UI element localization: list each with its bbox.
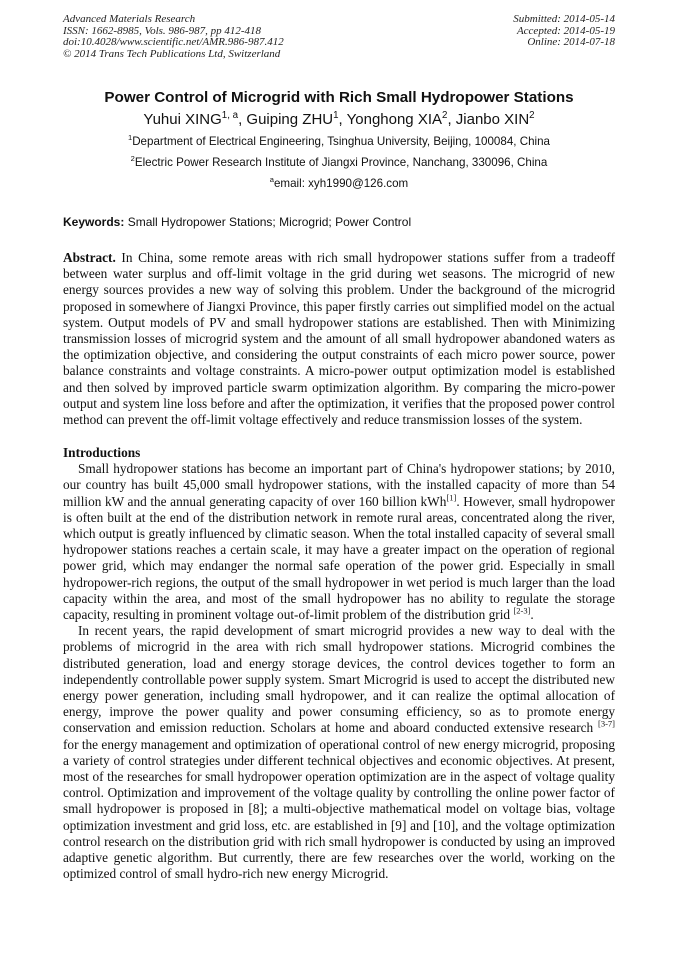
- paragraph-text: . However, small hydropower is often built at the end of the distribution network in remote rural areas, concentrated along the river, which output is greatly influenced by climatic season. When the total installed capacity of several small hydropower stations reaches a certain scale, it may have a greater impact on the operation of regional power grid, which may endanger the normal safe operation of the power grid. Especially in small hydropower-rich regions, the output of the small hydropower in wet period is much larger than the load capacity within the area, and most of the small hydropower has no ability to regulate the storage capacity, resulting in prominent voltage out-of-limit problem of the distribution grid: [63, 493, 615, 623]
- paragraph: [63, 623, 615, 882]
- citation: [3-7]: [598, 719, 615, 730]
- abstract: [63, 250, 615, 428]
- accepted-date: Accepted: 2014-05-19: [516, 24, 615, 37]
- affiliation-text: Department of Electrical Engineering, Tsinghua University, Beijing, 100084, China: [132, 135, 551, 148]
- author-separator: ,: [447, 111, 456, 128]
- contact-email: [0, 173, 678, 194]
- paper-title: Power Control of Microgrid with Rich Small Hydropower Stations: [104, 89, 574, 106]
- author-separator: ,: [238, 111, 247, 128]
- affiliation-mark: 1: [127, 133, 133, 143]
- paragraph-text: for the energy management and optimization of operational control of new energy microgrid, proposing a variety of control strategies under different technical objectives and economic objectives. At present, most of the researches for small hydropower operation optimization are in the aspect of voltage quality control. Optimization and improvement of the voltage quality by controlling the online power factor of small hydropower is proposed in [8]; a multi-objective mathematical model on voltage bias, voltage optimization investment and grid loss, etc. are established in [9] and [10], and the voltage optimization control research on the distribution grid with rich small hydropower is conducted by using an improved adaptive genetic algorithm. But currently, there are few researches over the world, working on the optimized control of small hydro-rich new energy Microgrid.: [63, 736, 615, 882]
- affiliation-mark: a: [269, 175, 274, 185]
- paragraph-text: In recent years, the rapid development of smart microgrid provides a new way to deal with the problems of microgrid in the area with rich small hydropower stations. Microgrid combines the distributed generation, load and energy storage devices, the control devices together to form an independently controllable power supply system. Smart Microgrid is used to accept the distributed new energy power generation, including small hydropower, and it can realize the optimal allocation of energy, improve the power quality and power consuming efficiency, so as to promote energy conservation and emission reduction. Scholars at home and aboard conducted extensive research: [63, 623, 615, 736]
- author-affiliation-mark: 1, a: [221, 110, 239, 121]
- author-name: Jianbo XIN: [455, 111, 530, 128]
- introduction-section: [63, 445, 615, 882]
- author-name: Guiping ZHU: [246, 111, 334, 128]
- journal-doi: doi:10.4028/www.scientific.net/AMR.986-987.412: [63, 36, 284, 49]
- affiliation-text: Electric Power Research Institute of Jiangxi Province, Nanchang, 330096, China: [134, 156, 548, 169]
- author-separator: ,: [338, 111, 347, 128]
- journal-name: Advanced Materials Research: [63, 13, 196, 25]
- journal-copyright: © 2014 Trans Tech Publications Ltd, Switzerland: [63, 47, 281, 60]
- author-affiliation-mark: 2: [529, 110, 535, 121]
- author-name: Yonghong XIA: [346, 111, 442, 128]
- abstract-text: In China, some remote areas with rich small hydropower stations suffer from a tradeoff between water surplus and off-limit voltage in the grid during wet seasons. The microgrid of new energy sources provides a new way of solving this problem. Under the background of the microgrid proposed in somewhere of Jiangxi Province, this paper firstly carries out simplified model on the actual system. Output models of PV and small hydropower stations are established. Then with Minimizing transmission losses of microgrid system and the amount of all small hydropower abandoned waters as the optimization objective, and considering the output constraints of each micro power source, power balance constraints and voltage constraints. A micro-power output optimization model is established and then solved by improved particle swarm optimization algorithm. By comparing the micro-power output and system line loss before and after the optimization, it verifies that the proposed power control method can prevent the off-limit voltage effectively and reduce transmission losses of the system.: [63, 250, 615, 428]
- journal-issn: ISSN: 1662-8985, Vols. 986-987, pp 412-418: [63, 24, 261, 37]
- online-date: Online: 2014-07-18: [527, 36, 615, 49]
- paragraph: [63, 461, 615, 623]
- affiliation-1: [0, 131, 678, 152]
- author-affiliation-mark: 2: [442, 110, 448, 121]
- affiliation-2: [0, 152, 678, 173]
- section-heading: Introductions: [63, 445, 141, 460]
- citation: [1]: [446, 492, 457, 503]
- paragraph-text: .: [530, 607, 534, 623]
- submitted-date: Submitted: 2014-05-14: [513, 13, 615, 25]
- keywords-label: Keywords:: [63, 215, 125, 229]
- author-list: [0, 109, 678, 131]
- email-text: email: xyh1990@126.com: [273, 177, 409, 190]
- keywords: [63, 214, 411, 230]
- paragraph-text: Small hydropower stations has become an important part of China's hydropower stations; by 2010, our country has built 45,000 small hydropower stations, with the installed capacity of more than 54 million kW and the annual generating capacity of over 160 billion kWh: [63, 461, 615, 509]
- citation: [2-3]: [513, 605, 531, 616]
- publication-dates: [513, 14, 615, 49]
- title-block: [0, 88, 678, 194]
- abstract-label: Abstract.: [63, 250, 116, 265]
- keywords-text: Small Hydropower Stations; Microgrid; Power Control: [124, 215, 412, 229]
- author-affiliation-mark: 1: [333, 110, 339, 121]
- journal-info: [63, 14, 284, 60]
- affiliation-mark: 2: [130, 154, 135, 164]
- author-name: Yuhui XING: [143, 111, 222, 128]
